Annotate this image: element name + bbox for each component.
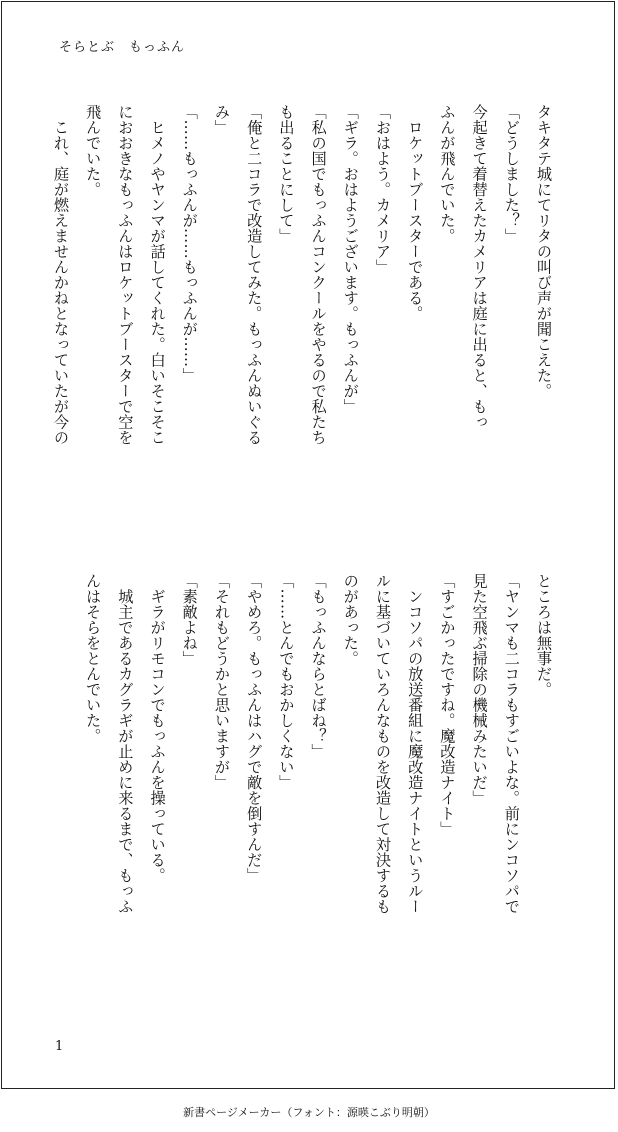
text-line: 「もっふんならとばね？」	[309, 573, 328, 759]
text-line: 「……とんでもおかしくない」	[277, 573, 296, 790]
text-block-upper	[45, 104, 560, 524]
book-page	[1, 1, 615, 1089]
text-line: ところは無事だ。	[535, 573, 553, 697]
text-line: ルに基づいていろんなものを改造して対決するも	[373, 573, 392, 914]
text-block-lower	[77, 573, 560, 993]
page-number: 1	[55, 1039, 64, 1054]
text-line: 「……もっふんが……もっふんが……」	[180, 104, 199, 383]
text-line: 「どうしました？」	[502, 104, 521, 244]
text-line: も出ることにして」	[277, 104, 296, 244]
text-line: のがあった。	[341, 573, 360, 666]
text-line: んはそらをとんでいた。	[84, 573, 103, 744]
text-line: 飛んでいた。	[84, 104, 103, 197]
text-line: 「おはよう。カメリア」	[373, 104, 392, 275]
running-header: そらとぶ もっふん	[59, 40, 186, 55]
text-line: 「ヤンマも二コラもすごいよな。前にンコソパで	[502, 573, 521, 914]
footer-caption: 新書ページメーカー（フォント：源暎こぶり明朝）	[183, 1106, 435, 1119]
text-line: 「ギラ。おはようございます。もっふんが」	[341, 104, 360, 414]
text-line: ロケットブースターである。	[406, 104, 425, 321]
text-line: これ、庭が燃えませんかねとなっていたが今の	[51, 104, 70, 445]
text-line: み」	[212, 104, 231, 135]
text-line: におおきなもっふんはロケットブースターで空を	[116, 104, 135, 445]
text-line: 「すごかったですね。魔改造ナイト」	[438, 573, 457, 837]
text-line: 城主であるカグラギが止めに来るまで、もっふ	[116, 573, 135, 914]
text-line: 「それもどうかと思いますが」	[212, 573, 231, 790]
text-line: ンコソパの放送番組に魔改造ナイトというルー	[406, 573, 425, 914]
text-line: 「私の国でもっふんコンクールをやるので私たち	[309, 104, 328, 445]
text-line: 「やめろ。もっふんはハグで敵を倒すんだ」	[245, 573, 264, 883]
text-line: 今起きて着替えたカメリアは庭に出ると、もっ	[470, 104, 489, 430]
text-line: 「俺と二コラで改造してみた。もっふんぬいぐる	[245, 104, 264, 445]
text-line: 「素敵よね」	[180, 573, 199, 666]
text-line: タキタテ城にてリタの叫び声が聞こえた。	[535, 104, 553, 399]
text-line: ギラがリモコンでもっふんを操っている。	[148, 573, 167, 883]
text-line: 見た空飛ぶ掃除の機械みたいだ」	[470, 573, 489, 806]
text-line: ヒメノやヤンマが話してくれた。白いそこそこ	[148, 104, 167, 445]
text-line: ふんが飛んでいた。	[438, 104, 457, 244]
